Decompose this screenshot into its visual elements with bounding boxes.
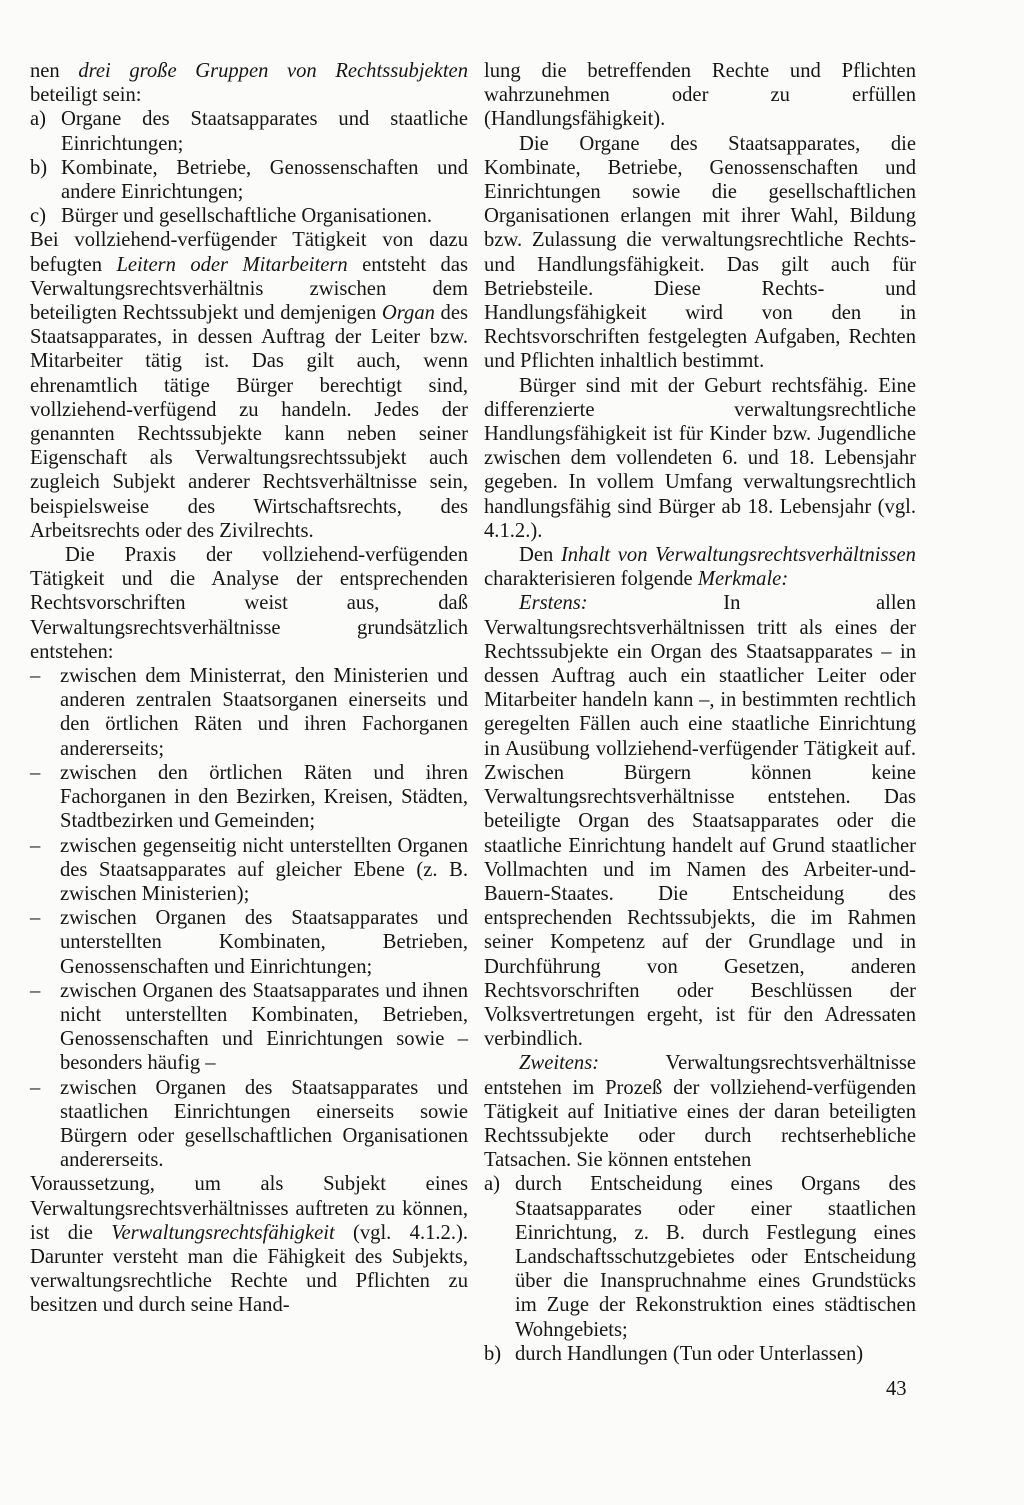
origin-list (484, 1172, 916, 1366)
list-item-text: zwischen Organen des Staatsapparates und ihnen nicht unterstellten Kombinaten, Betrieben, Genossenschaften und Einrichtungen sowie – besonders häufig – (60, 979, 468, 1075)
text-run: Die Praxis der vollziehend-verfügenden Tätigkeit und die Analyse der entsprechenden Rechtsvorschriften weist aus, daß Verwaltungsrechtsverhältnisse grundsätzlich entstehen: (30, 544, 468, 663)
text-run: Verwaltungsrechtsverhältnisse entstehen im Prozeß der vollziehend-verfügenden Tätigkeit auf Initiative eines der daran beteiligten Rechtssubjekte oder durch rechtserhebliche Tatsachen. Sie können entstehen (484, 1052, 916, 1172)
text-run: (vgl. 4.1.2.). Darunter versteht man die Fähigkeit des Subjekts, verwaltungsrechtliche Rechte und Pflichten zu besitzen und durch seine Hand- (30, 1221, 468, 1317)
list-item (484, 1172, 916, 1341)
paragraph-zweitens (484, 1051, 916, 1172)
list-item (30, 204, 468, 228)
list-item-marker: – (30, 665, 41, 688)
italic-text-run: Organ (381, 302, 435, 325)
list-item-text: zwischen Organen des Staatsapparates und unterstellten Kombinaten, Betrieben, Genossenschaften und Einrichtungen; (60, 907, 468, 978)
list-item-text: zwischen Organen des Staatsapparates und staatlichen Einrichtungen einerseits sowie Bürgern oder gesellschaftlichen Organisationen andererseits. (60, 1076, 468, 1172)
paragraph-erstens (484, 591, 916, 1051)
list-item-text: Organe des Staatsapparates und staatliche Einrichtungen; (61, 108, 468, 155)
list-item (30, 664, 468, 761)
list-item-text: durch Entscheidung eines Organs des Staatsapparates oder einer staatlichen Einrichtung, z. B. durch Festlegung eines Landschaftsschutzgebietes oder Entscheidung über die Inanspruchnahme eines Grundstücks im Zuge der Rekonstruktion eines städtischen Wohngebiets; (515, 1173, 916, 1341)
text-run: Voraussetzung, um als Subjekt eines Verwaltungsrechtsverhältnisses auftreten zu können, ist die (30, 1173, 468, 1244)
paragraph-buerger (484, 374, 916, 543)
list-item-marker: – (30, 979, 41, 1002)
relationship-dash-list (30, 664, 468, 1172)
text-run: charakterisieren folgende (484, 568, 698, 591)
paragraph-leiter-mitarbeiter (30, 228, 468, 543)
text-run: Bürger sind mit der Geburt rechtsfähig. Eine differenzierte verwaltungsrechtliche Handlungsfähigkeit ist für Kinder bzw. Jugendliche zwischen dem vollendeten 6. und 18. Lebensjahr gegeben. In vollem Umfang verwaltungsrechtlich handlungsfähig sind Bürger ab 18. Lebensjahr (vgl. 4.1.2.). (484, 374, 916, 542)
intro-paragraph (30, 59, 468, 107)
list-item (30, 761, 468, 834)
list-item-marker: a) (30, 108, 46, 131)
list-item-marker: – (30, 1076, 41, 1099)
text-run: Die Organe des Staatsapparates, die Kombinate, Betriebe, Genossenschaften und Einrichtungen sowie die gesellschaftlichen Organisationen erlangen mit ihrer Wahl, Bildung bzw. Zulassung die verwaltungsrechtliche Rechts- und Handlungsfähigkeit. Das gilt auch für Betriebsteile. Diese Rechts- und Handlungsfähigkeit wird von den in Rechtsvorschriften festgelegten Aufgaben, Rechten und Pflichten inhaltlich bestimmt. (484, 132, 916, 373)
right-column (484, 59, 916, 1366)
list-item (30, 107, 468, 155)
italic-text-run: Zweitens: (519, 1052, 600, 1075)
text-run: In allen Verwaltungsrechtsverhältnissen tritt als eines der Rechtssubjekte ein Organ des Staatsapparates – in dessen Auftrag auch ein staatlicher Leiter oder Mitarbeiter handeln kann –, in bestimmten rechtlich geregelten Fällen auch eine staatliche Einrichtung in Ausübung vollziehend-verfügender Tätigkeit auf. Zwischen Bürgern können keine Verwaltungsrechtsverhältnisse entstehen. Das beteiligte Organ des Staatsapparates oder die staatliche Einrichtung handelt auf Grund staatlicher Vollmachten und im Namen des Arbeiter-und-Bauern-Staates. Die Entscheidung des entsprechenden Rechtssubjekts, die im Rahmen seiner Kompetenz auf der Grundlage und in Durchführung von Gesetzen, anderen Rechtsvorschriften oder Beschlüssen der Volksvertretungen ergeht, ist für den Adressaten verbindlich. (484, 592, 916, 1051)
list-item-text: zwischen den örtlichen Räten und ihren Fachorganen in den Bezirken, Kreisen, Städten, Stadtbezirken und Gemeinden; (60, 761, 468, 833)
list-item-text: Kombinate, Betriebe, Genossenschaften und andere Einrichtungen; (61, 156, 468, 204)
text-run: des Staatsapparates, in dessen Auftrag der Leiter bzw. Mitarbeiter tätig ist. Das gilt auch, wenn ehrenamtlich tätige Bürger berechtigt sind, vollziehend-verfügend zu handeln. Jedes der genannten Rechtssubjekte kann neben seiner Eigenschaft als Verwaltungsrechtssubjekt auch zugleich Subjekt anderer Rechtsverhältnisse sein, beispielsweise des Wirtschaftsrechts, des Arbeitsrechts oder des Zivilrechts. (30, 302, 468, 542)
paragraph-continuation (484, 59, 916, 132)
list-item (30, 906, 468, 979)
list-item-marker: b) (484, 1342, 502, 1365)
text-run: Bei vollziehend-verfügender Tätigkeit von dazu befugten (30, 229, 468, 276)
left-column (30, 59, 468, 1318)
paragraph-praxis (30, 543, 468, 664)
list-item-marker: – (30, 907, 41, 930)
text-run: lung die betreffenden Rechte und Pflichten wahrzunehmen oder zu erfüllen (Handlungsfähigkeit). (484, 60, 916, 131)
italic-text-run: Leitern oder Mitarbeitern (116, 253, 348, 276)
list-item-marker: – (30, 761, 41, 784)
paragraph-inhalt (484, 543, 916, 591)
page-number: 43 (886, 1378, 907, 1400)
list-item (30, 1076, 468, 1173)
list-item-marker: b) (30, 156, 48, 179)
list-item-marker: c) (30, 205, 46, 228)
subject-groups-list (30, 107, 468, 228)
text-run: entsteht das Verwaltungsrechtsverhältnis zwischen dem beteiligten Rechtssubjekt und demjenigen (30, 253, 468, 325)
italic-text-run: Inhalt von Verwaltungsrechtsverhältnissen (560, 544, 916, 567)
text-run: nen (30, 60, 79, 82)
list-item-marker: a) (484, 1173, 500, 1196)
list-item-text: Bürger und gesellschaftliche Organisationen. (61, 205, 432, 228)
list-item-marker: – (30, 834, 41, 857)
list-item-text: zwischen dem Ministerrat, den Ministerien und anderen zentralen Staatsorganen einerseits und den örtlichen Räten und ihren Fachorganen andererseits; (60, 665, 468, 760)
italic-text-run: drei große Gruppen von Rechtssubjekten (78, 60, 468, 82)
list-item (30, 834, 468, 907)
italic-text-run: Erstens: (519, 592, 588, 615)
paragraph-voraussetzung (30, 1172, 468, 1317)
list-item (30, 156, 468, 204)
list-item-text: zwischen gegenseitig nicht unterstellten Organen des Staatsapparates auf gleicher Ebene (z. B. zwischen Ministerien); (60, 834, 468, 905)
list-item (30, 979, 468, 1076)
text-run: Den (519, 544, 561, 567)
list-item-text: durch Handlungen (Tun oder Unterlassen) (515, 1342, 864, 1365)
list-item (484, 1342, 916, 1366)
text-run: beteiligt sein: (30, 84, 142, 107)
paragraph-organe (484, 132, 916, 374)
italic-text-run: Merkmale: (697, 568, 789, 591)
italic-text-run: Verwaltungsrechtsfähigkeit (111, 1221, 335, 1244)
